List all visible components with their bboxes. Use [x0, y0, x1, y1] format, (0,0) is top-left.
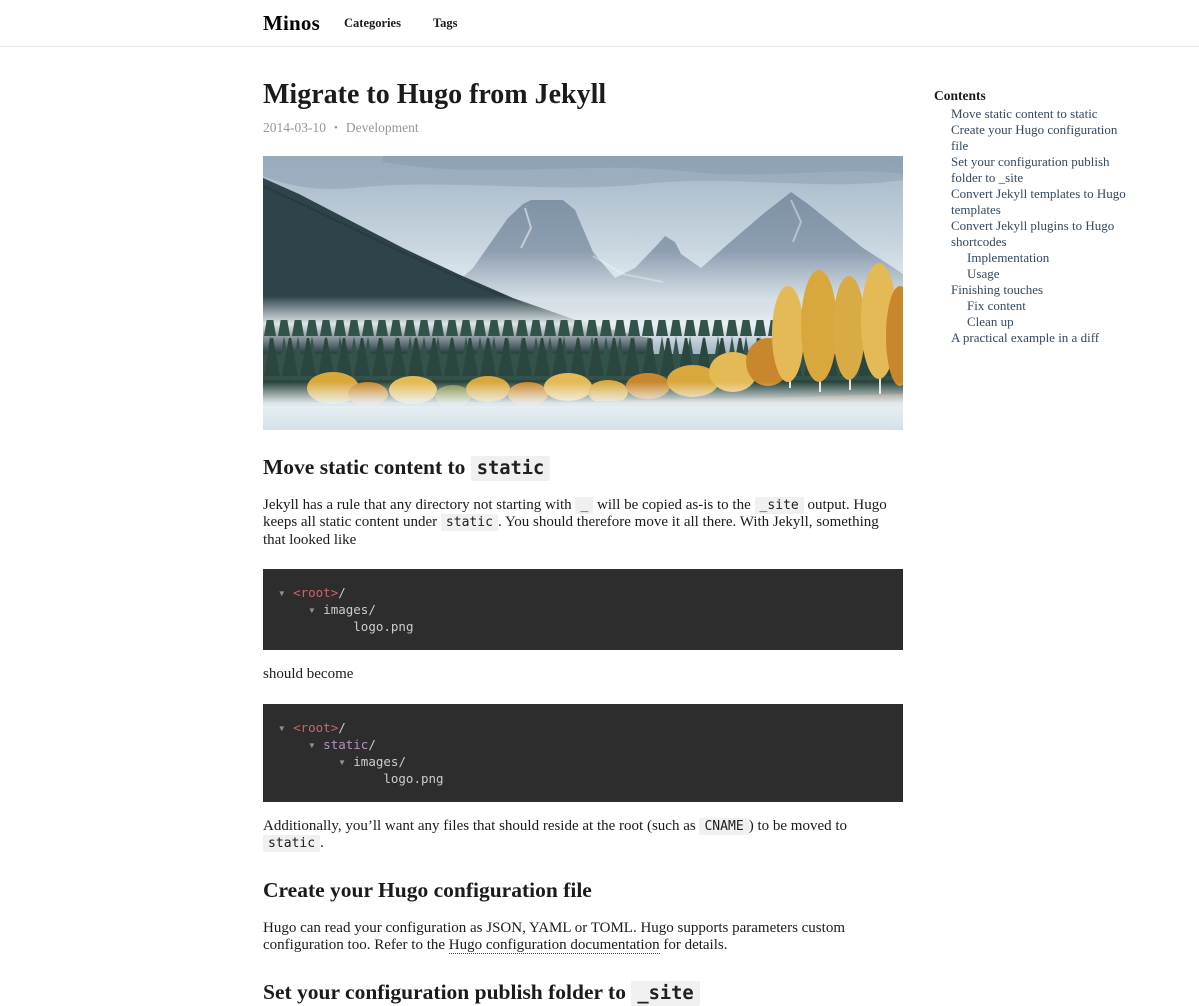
code-line — [278, 719, 888, 736]
tree-node-suffix: / — [338, 719, 346, 735]
tree-node-name: static — [323, 736, 369, 752]
inline-code: _ — [575, 497, 593, 514]
code-line — [278, 584, 888, 601]
toc-item[interactable]: Finishing touches — [951, 282, 1044, 297]
section-heading-publish-folder — [263, 980, 903, 1006]
toc-item[interactable]: Convert Jekyll plugins to Hugo shortcodes — [951, 218, 1115, 249]
tree-node-name: logo.png — [353, 619, 414, 635]
nav-item-categories[interactable]: Categories — [344, 16, 401, 30]
category-link[interactable]: Development — [345, 119, 419, 135]
heading-text: Set your configuration publish folder to — [263, 979, 632, 1004]
doc-link[interactable]: Hugo configuration documentation — [448, 937, 660, 954]
toc-item[interactable]: Create your Hugo configuration file — [951, 122, 1118, 153]
text-run: will be copied as-is to the — [593, 496, 755, 513]
heading-text: Move static content to — [263, 454, 471, 479]
paragraph — [263, 920, 903, 955]
toc-item[interactable]: A practical example in a diff — [951, 330, 1100, 345]
tree-node-name: images — [323, 602, 369, 618]
text-run: . You should therefore move it all there. With Jekyll, something that looked like — [263, 514, 879, 548]
inline-code: _site — [631, 981, 699, 1006]
navbar — [0, 0, 1199, 47]
nav-item-tags[interactable]: Tags — [432, 16, 458, 30]
article — [263, 47, 903, 1006]
code-line — [278, 736, 888, 753]
code-line — [278, 753, 888, 770]
toc-heading: Contents — [934, 88, 986, 103]
table-of-contents — [934, 47, 1134, 1006]
paragraph — [263, 818, 903, 853]
code-block — [263, 569, 903, 650]
tree-node-suffix: / — [368, 736, 376, 752]
text-run: Jekyll has a rule that any directory not starting with — [263, 496, 576, 513]
tree-marker-icon: ▾ — [278, 585, 294, 601]
text-run: output. Hugo keeps all static content under — [263, 496, 887, 531]
toc-item[interactable]: Implementation — [967, 250, 1050, 265]
tree-node-suffix: / — [368, 602, 376, 618]
text-run: for details. — [659, 937, 728, 954]
content-layout — [0, 47, 1199, 1006]
inline-code: static — [263, 835, 320, 852]
section-heading-config-file: Create your Hugo configuration file — [263, 877, 592, 902]
inline-code: static — [471, 456, 551, 481]
code-line — [278, 601, 888, 618]
page-title: Migrate to Hugo from Jekyll — [263, 79, 607, 110]
tree-marker-icon: ▾ — [308, 736, 324, 752]
tree-node-name: images — [353, 753, 399, 769]
meta-separator: • — [334, 121, 338, 134]
hero-image — [263, 156, 903, 430]
code-block — [263, 704, 903, 802]
toc-item[interactable]: Usage — [967, 266, 1000, 281]
tree-marker-icon: ▾ — [308, 602, 324, 618]
paragraph: should become — [263, 666, 354, 683]
tree-node-suffix: / — [338, 585, 346, 601]
code-line — [278, 618, 888, 635]
brand-link[interactable]: Minos — [263, 10, 321, 35]
navbar-links — [344, 14, 485, 32]
hero-landscape-graphic — [263, 156, 903, 430]
tree-node-name: <root> — [293, 585, 339, 601]
code-line — [278, 770, 888, 787]
article-meta — [263, 120, 903, 136]
tree-marker-icon: ▾ — [278, 719, 294, 735]
inline-code: static — [441, 514, 498, 531]
toc-list — [934, 106, 1134, 346]
text-run: Additionally, you’ll want any files that should reside at the root (such as — [263, 817, 700, 834]
tree-marker-icon: ▾ — [338, 753, 354, 769]
text-run: . — [320, 835, 324, 852]
toc-item[interactable]: Set your configuration publish folder to _site — [951, 154, 1110, 185]
text-run: Hugo can read your configuration as JSON, YAML or TOML. Hugo supports parameters custom configuration too. Refer to the — [263, 919, 845, 954]
toc-item[interactable]: Fix content — [967, 298, 1026, 313]
paragraph — [263, 497, 903, 550]
toc-item[interactable]: Move static content to static — [951, 106, 1098, 121]
article-date: 2014-03-10 — [263, 119, 326, 135]
section-heading-move-static — [263, 455, 903, 481]
inline-code: CNAME — [699, 818, 748, 835]
tree-node-suffix: / — [398, 753, 406, 769]
tree-node-name: <root> — [293, 719, 339, 735]
text-run: ) to be moved to — [748, 817, 848, 834]
toc-item[interactable]: Clean up — [967, 314, 1014, 329]
tree-node-name: logo.png — [383, 770, 444, 786]
toc-item[interactable]: Convert Jekyll templates to Hugo templates — [951, 186, 1126, 217]
inline-code: _site — [755, 497, 804, 514]
